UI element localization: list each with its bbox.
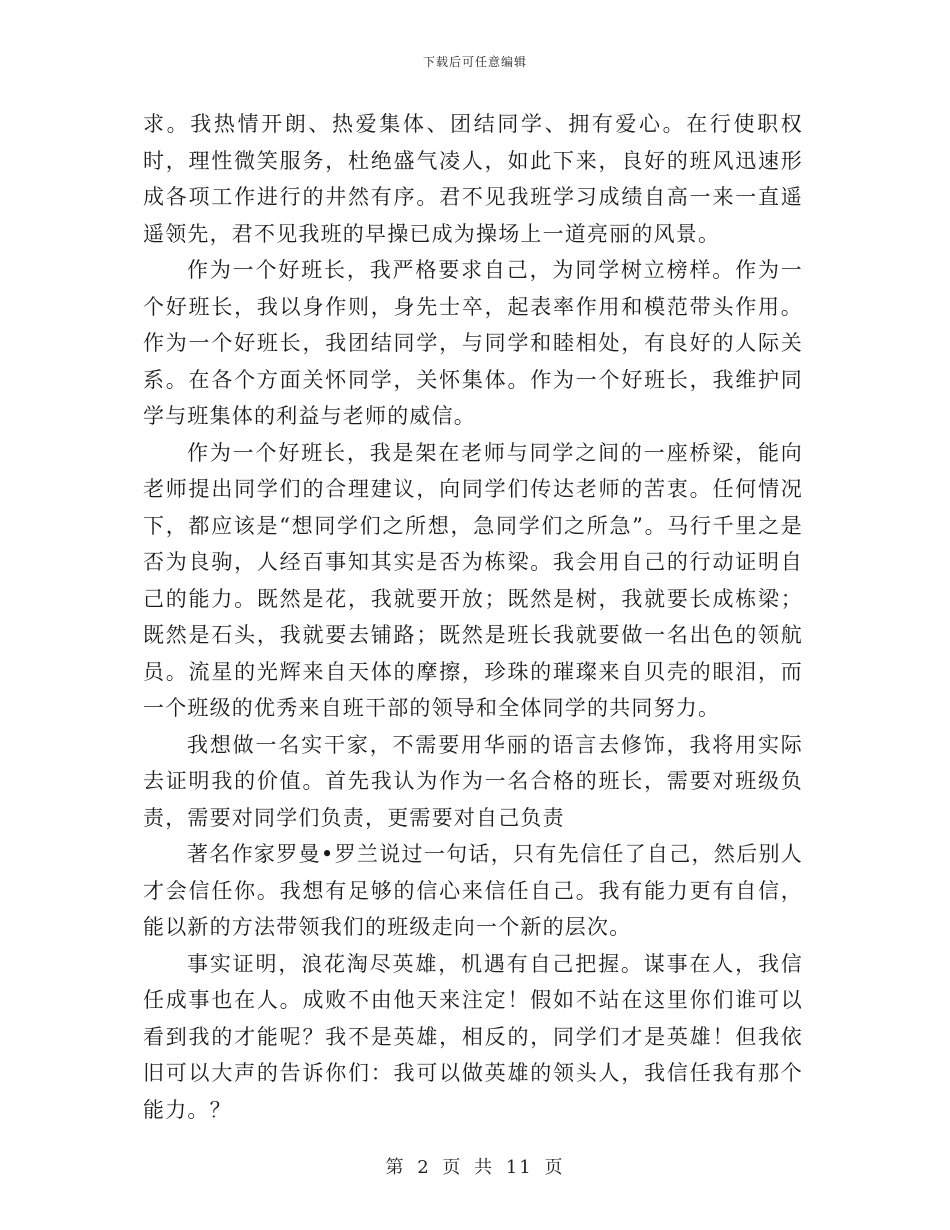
- page-number-footer: 第 2 页 共 11 页: [385, 1157, 565, 1178]
- paragraph: 事实证明，浪花淘尽英雄，机遇有自己把握。谋事在人，我信任成事也在人。成败不由他天来注定！假如不站在这里你们谁可以看到我的才能呢？我不是英雄，相反的，同学们才是英雄！但我依旧可以大声的告诉你们：我可以做英雄的领头人，我信任我有那个能力。？: [143, 951, 803, 1122]
- paragraph: 作为一个好班长，我是架在老师与同学之间的一座桥梁，能向老师提出同学们的合理建议，向同学们传达老师的苦衷。任何情况下，都应该是“想同学们之所想，急同学们之所急”。马行千里之是否为良驹，人经百事知其实是否为栋梁。我会用自己的行动证明自己的能力。既然是花，我就要开放；既然是树，我就要长成栋梁；既然是石头，我就要去铺路；既然是班长我就要做一名出色的领航员。流星的光辉来自天体的摩擦，珍珠的璀璨来自贝壳的眼泪，而一个班级的优秀来自班干部的领导和全体同学的共同努力。: [143, 440, 803, 720]
- paragraph: 著名作家罗曼•罗兰说过一句话，只有先信任了自己，然后别人才会信任你。我想有足够的信心来信任自己。我有能力更有自信，能以新的方法带领我们的班级走向一个新的层次。: [143, 842, 803, 939]
- paragraph: 我想做一名实干家，不需要用华丽的语言去修饰，我将用实际去证明我的价值。首先我认为作为一名合格的班长，需要对班级负责，需要对同学们负责，更需要对自己负责: [143, 732, 803, 830]
- document-body: [143, 106, 803, 1128]
- page-header: 下载后可任意编辑: [422, 55, 527, 69]
- paragraph: 作为一个好班长，我严格要求自己，为同学树立榜样。作为一个好班长，我以身作则，身先士卒，起表率作用和模范带头作用。作为一个好班长，我团结同学，与同学和睦相处，有良好的人际关系。在各个方面关怀同学，关怀集体。作为一个好班长，我维护同学与班集体的利益与老师的威信。: [143, 258, 803, 428]
- paragraph: 求。我热情开朗、热爱集体、团结同学、拥有爱心。在行使职权时，理性微笑服务，杜绝盛气凌人，如此下来，良好的班风迅速形成各项工作进行的井然有序。君不见我班学习成绩自高一来一直遥遥领先，君不见我班的早操已成为操场上一道亮丽的风景。: [143, 112, 803, 246]
